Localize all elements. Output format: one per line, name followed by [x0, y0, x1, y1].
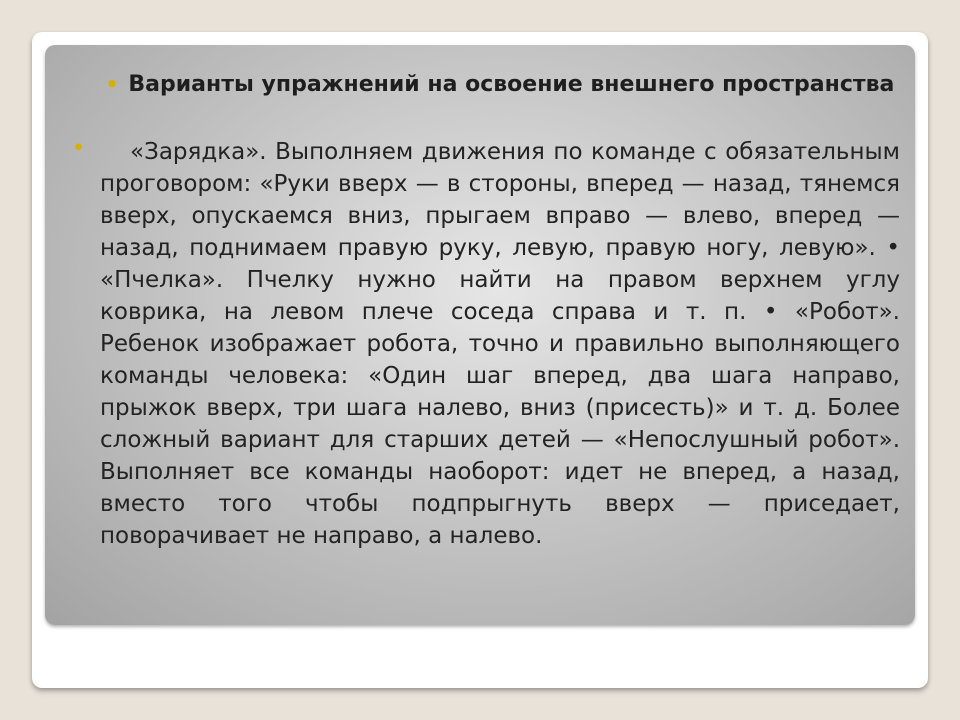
title-bullet-icon: •	[105, 72, 119, 96]
body-bullet-icon: •	[72, 136, 85, 161]
slide-title	[100, 68, 900, 101]
slide-body-text: «Зарядка». Выполняем движения по команде с обязательным проговором: «Руки вверх — в стороны, вперед — назад, тянемся вверх, опускаемся вниз, прыгаем вправо — влево, вперед — назад, поднимаем правую руку, левую, правую ногу, левую». • «Пчелка». Пчелку нужно найти на правом верхнем углу коврика, на левом плече соседа справа и т. п. • «Робот». Ребенок изображает робота, точно и правильно выполняющего команды человека: «Один шаг вперед, два шага направо, прыжок вверх, три шага налево, вниз (присесть)» и т. д. Более сложный вариант для старших детей — «Непослушный робот». Выполняет все команды наоборот: идет не вперед, а назад, вместо того чтобы подпрыгнуть вверх — приседает, поворачивает не направо, а налево.	[100, 139, 900, 549]
slide-title-text: Варианты упражнений на освоение внешнего пространства	[128, 72, 895, 97]
